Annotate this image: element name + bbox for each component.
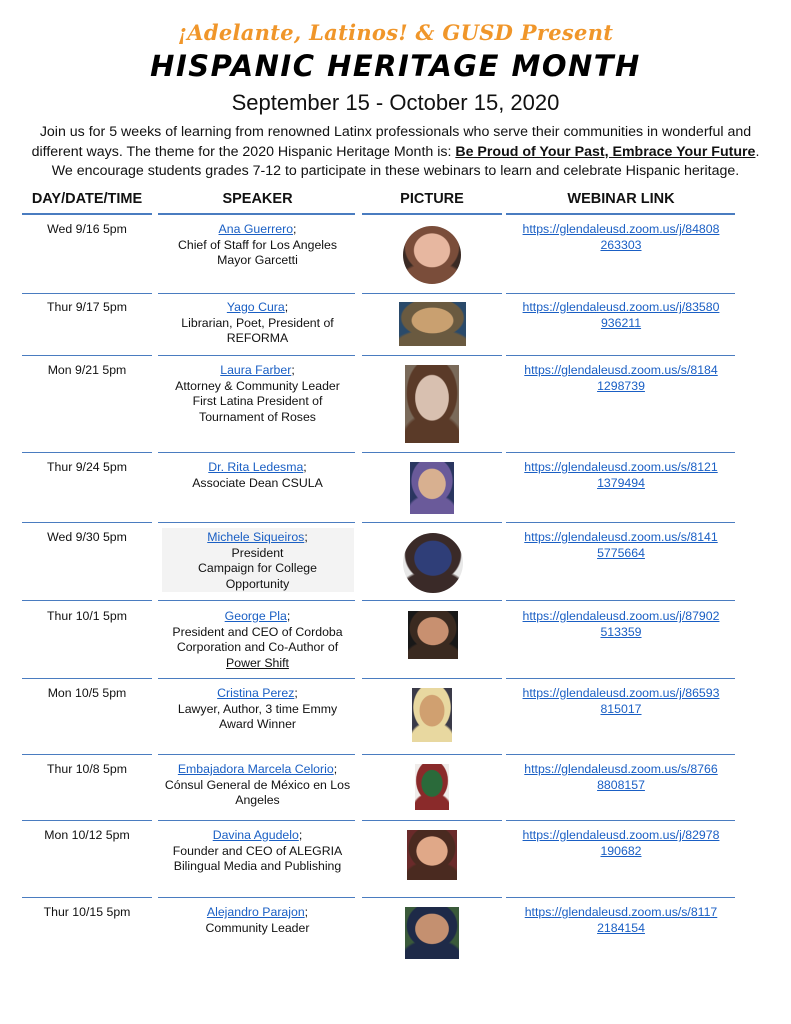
row-rule <box>158 897 355 898</box>
row-rule <box>158 522 355 523</box>
row-rule <box>506 452 735 453</box>
name-separator: ; <box>294 686 298 700</box>
session-datetime: Mon 10/5 5pm <box>47 686 127 700</box>
speaker-name-line <box>160 828 355 844</box>
speaker-name-line <box>160 905 355 921</box>
speaker-name-link[interactable]: George Pla <box>224 609 287 623</box>
speaker-cell <box>160 300 355 347</box>
row-rule <box>506 897 735 898</box>
row-rule <box>506 754 735 755</box>
speaker-name-line <box>160 300 355 316</box>
name-separator: ; <box>293 222 297 236</box>
speaker-photo <box>410 462 454 514</box>
webinar-link[interactable] <box>508 609 734 640</box>
header-rule <box>506 213 735 215</box>
speaker-description: Campaign for College <box>198 561 317 575</box>
row-rule <box>506 600 735 601</box>
speaker-description: Angeles <box>235 793 280 807</box>
speaker-cell <box>160 828 355 875</box>
webinar-link-text[interactable]: 190682 <box>600 843 642 858</box>
speaker-name-line <box>160 530 355 546</box>
speaker-photo <box>407 830 457 880</box>
speaker-name-link[interactable]: Alejandro Parajon <box>206 905 305 919</box>
row-rule <box>158 820 355 821</box>
speaker-description: Mayor Garcetti <box>217 253 298 267</box>
speaker-description: Bilingual Media and Publishing <box>173 859 342 873</box>
row-rule <box>22 355 152 356</box>
webinar-link-text[interactable]: https://glendaleusd.zoom.us/s/8121 <box>524 460 718 474</box>
webinar-link-text[interactable]: https://glendaleusd.zoom.us/s/8117 <box>524 905 718 919</box>
webinar-link-text[interactable]: https://glendaleusd.zoom.us/j/87902 <box>522 609 720 623</box>
speaker-description: Community Leader <box>205 920 310 935</box>
speaker-photo <box>405 907 459 959</box>
session-datetime: Thur 10/1 5pm <box>47 609 127 623</box>
row-rule <box>22 820 152 821</box>
webinar-link-text[interactable]: 936211 <box>600 315 642 330</box>
row-rule <box>362 600 502 601</box>
row-rule <box>506 355 735 356</box>
row-rule <box>22 897 152 898</box>
session-datetime: Mon 9/21 5pm <box>47 363 127 377</box>
webinar-link-text[interactable]: https://glendaleusd.zoom.us/j/82978 <box>522 828 720 842</box>
webinar-link-text[interactable]: 263303 <box>600 237 642 252</box>
speaker-description: Librarian, Poet, President of <box>181 315 334 330</box>
row-rule <box>362 678 502 679</box>
speaker-name-line <box>160 460 355 476</box>
webinar-link-text[interactable]: 1298739 <box>597 378 645 393</box>
name-separator: ; <box>284 300 289 314</box>
speaker-photo <box>399 302 466 346</box>
row-rule <box>158 293 355 294</box>
book-title-link[interactable]: Power Shift <box>226 655 289 670</box>
name-separator: ; <box>298 828 303 842</box>
speaker-cell <box>160 222 355 269</box>
intro-text-2: . We encourage students grades 7-12 to participate in these webinars to learn and celebrate Hispanic heritage. <box>51 143 760 179</box>
session-datetime: Wed 9/16 5pm <box>47 222 127 236</box>
speaker-name-line <box>160 609 355 625</box>
name-separator: ; <box>303 460 307 474</box>
intro-paragraph <box>20 123 771 182</box>
speaker-name-line <box>160 222 355 238</box>
name-separator: ; <box>304 530 308 544</box>
speaker-description: President <box>231 545 284 560</box>
column-header-speaker: SPEAKER <box>222 191 293 207</box>
row-rule <box>506 678 735 679</box>
speaker-cell <box>160 905 355 936</box>
speaker-cell <box>160 762 355 809</box>
session-datetime: Mon 10/12 5pm <box>44 828 130 842</box>
row-rule <box>158 355 355 356</box>
webinar-link-text[interactable]: 1379494 <box>597 475 645 490</box>
speaker-photo <box>403 533 463 593</box>
speaker-description: Corporation and Co-Author of <box>176 640 339 654</box>
speaker-description: First Latina President of <box>192 394 323 408</box>
speaker-cell <box>160 460 355 491</box>
name-separator: ; <box>333 762 338 776</box>
header-rule <box>22 213 152 215</box>
webinar-link-text[interactable]: https://glendaleusd.zoom.us/s/8766 <box>524 762 718 776</box>
speaker-name-link[interactable]: Yago Cura <box>226 300 285 314</box>
speaker-description: Chief of Staff for Los Angeles <box>177 237 338 252</box>
speaker-description: Attorney & Community Leader <box>175 378 340 393</box>
speaker-name-link[interactable]: Laura Farber <box>220 363 292 377</box>
webinar-link[interactable] <box>508 762 734 793</box>
row-rule <box>362 820 502 821</box>
row-rule <box>506 522 735 523</box>
session-datetime: Thur 10/8 5pm <box>47 762 127 776</box>
webinar-link-text[interactable]: https://glendaleusd.zoom.us/s/8184 <box>524 363 718 377</box>
row-rule <box>362 522 502 523</box>
presenter-line: ¡Adelante, Latinos! & GUSD Present <box>177 20 614 45</box>
column-header-picture: PICTURE <box>400 191 464 207</box>
speaker-description: REFORMA <box>226 331 289 345</box>
speaker-description: Associate Dean CSULA <box>192 475 323 490</box>
webinar-link[interactable] <box>508 363 734 394</box>
speaker-cell <box>160 363 355 425</box>
column-header-webinar: WEBINAR LINK <box>567 191 675 207</box>
speaker-description: Lawyer, Author, 3 time Emmy <box>177 701 338 716</box>
theme-text: Be Proud of Your Past, Embrace Your Future <box>455 143 756 160</box>
row-rule <box>158 452 355 453</box>
session-datetime: Thur 10/15 5pm <box>43 905 131 919</box>
session-datetime: Thur 9/17 5pm <box>47 300 127 314</box>
row-rule <box>362 355 502 356</box>
speaker-cell <box>160 686 355 733</box>
row-rule <box>362 897 502 898</box>
webinar-link-text[interactable]: https://glendaleusd.zoom.us/s/8141 <box>524 530 718 544</box>
event-dates: September 15 - October 15, 2020 <box>231 90 560 115</box>
speaker-cell <box>160 530 355 592</box>
webinar-link[interactable] <box>508 530 734 561</box>
row-rule <box>158 600 355 601</box>
speaker-name-link[interactable]: Dr. Rita Ledesma <box>208 460 304 474</box>
row-rule <box>22 754 152 755</box>
webinar-link-text[interactable]: 2184154 <box>597 920 645 935</box>
speaker-description: Cónsul General de México en Los <box>164 777 351 792</box>
speaker-description: Founder and CEO of ALEGRIA <box>172 843 343 858</box>
webinar-link-text[interactable]: 5775664 <box>597 545 645 560</box>
webinar-link-text[interactable]: 8808157 <box>597 777 645 792</box>
webinar-link-text[interactable]: 815017 <box>600 701 642 716</box>
speaker-name-line <box>160 363 355 379</box>
row-rule <box>506 293 735 294</box>
row-rule <box>362 754 502 755</box>
webinar-link-text[interactable]: https://glendaleusd.zoom.us/j/83580 <box>522 300 720 314</box>
book-title-line <box>160 656 355 672</box>
webinar-link[interactable] <box>508 905 734 936</box>
speaker-description: President and CEO of Cordoba <box>172 624 343 639</box>
speaker-photo <box>412 688 452 742</box>
session-datetime: Wed 9/30 5pm <box>47 530 127 544</box>
row-rule <box>22 293 152 294</box>
row-rule <box>362 452 502 453</box>
webinar-link[interactable] <box>508 460 734 491</box>
header-rule <box>158 213 355 215</box>
speaker-name-link[interactable]: Davina Agudelo <box>212 828 299 842</box>
speaker-cell <box>160 609 355 671</box>
speaker-photo <box>415 764 449 810</box>
name-separator: ; <box>291 363 295 377</box>
row-rule <box>506 820 735 821</box>
webinar-link-text[interactable]: 513359 <box>600 624 642 639</box>
speaker-name-link[interactable]: Embajadora Marcela Celorio <box>177 762 334 776</box>
row-rule <box>22 678 152 679</box>
webinar-link[interactable] <box>508 300 734 331</box>
speaker-description: Opportunity <box>225 576 290 591</box>
speaker-photo <box>405 365 459 443</box>
session-datetime: Thur 9/24 5pm <box>47 460 127 474</box>
webinar-link[interactable] <box>508 828 734 859</box>
speaker-description: Award Winner <box>219 717 296 731</box>
speaker-photo <box>408 611 458 659</box>
webinar-link-text[interactable]: https://glendaleusd.zoom.us/j/84808 <box>522 222 720 236</box>
intro-text-1: Join us for 5 weeks of learning from renowned Latinx professionals who serve their communities in wonderful and different ways. The theme for the 2020 Hispanic Heritage Month is: <box>31 124 752 160</box>
speaker-name-link[interactable]: Michele Siqueiros <box>207 530 305 544</box>
column-header-day: DAY/DATE/TIME <box>31 191 143 207</box>
webinar-link[interactable] <box>508 686 734 717</box>
row-rule <box>22 522 152 523</box>
page-title: HISPANIC HERITAGE MONTH <box>150 49 641 83</box>
row-rule <box>158 678 355 679</box>
webinar-link[interactable] <box>508 222 734 253</box>
speaker-name-link[interactable]: Cristina Perez <box>217 686 295 700</box>
header-rule <box>362 213 502 215</box>
row-rule <box>158 754 355 755</box>
speaker-name-link[interactable]: Ana Guerrero <box>218 222 294 236</box>
name-separator: ; <box>304 905 309 919</box>
speaker-description: Tournament of Roses <box>199 409 316 424</box>
row-rule <box>22 600 152 601</box>
name-separator: ; <box>286 609 291 623</box>
speaker-name-line <box>160 686 355 702</box>
speaker-photo <box>403 226 461 284</box>
webinar-link-text[interactable]: https://glendaleusd.zoom.us/j/86593 <box>522 686 720 700</box>
row-rule <box>22 452 152 453</box>
row-rule <box>362 293 502 294</box>
speaker-name-line <box>160 762 355 778</box>
